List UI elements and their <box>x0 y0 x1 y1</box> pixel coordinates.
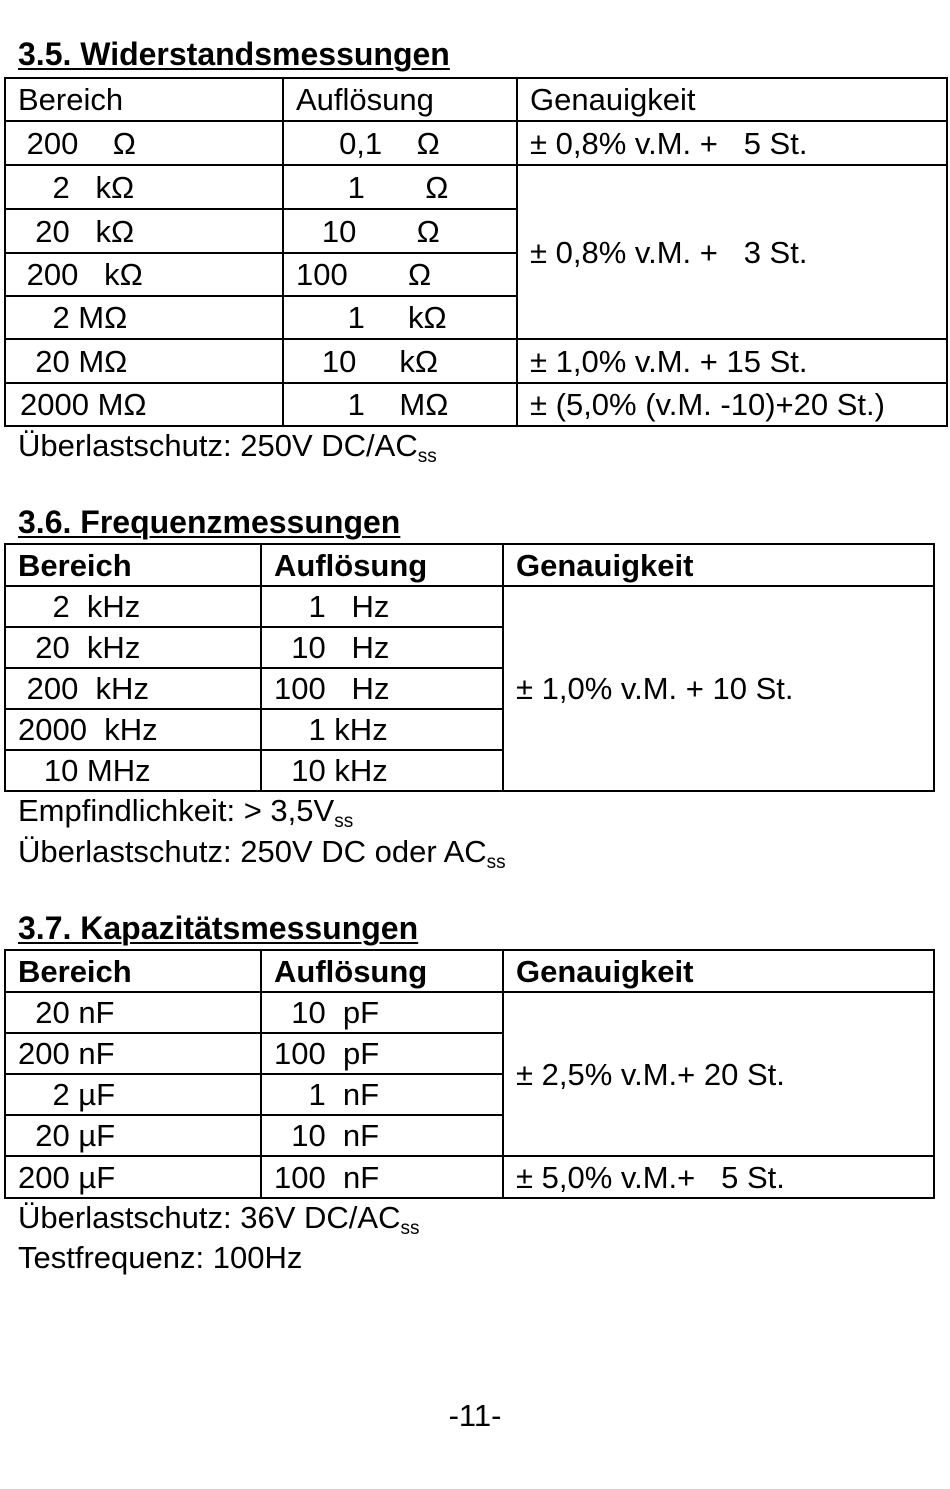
header-accuracy: Genauigkeit <box>503 544 934 586</box>
resolution-cell: 10 Ω <box>283 209 517 253</box>
range-cell: 2 kΩ <box>5 165 283 209</box>
range-cell: 2000 MΩ <box>5 383 283 426</box>
resolution-cell: 1 MΩ <box>283 383 517 426</box>
range-cell: 20 kHz <box>5 627 261 668</box>
test-frequency-note <box>18 1240 302 1276</box>
range-cell: 2 µF <box>5 1074 261 1115</box>
resolution-cell: 1 Ω <box>283 165 517 209</box>
frequency-table <box>4 543 935 792</box>
range-cell: 2 MΩ <box>5 296 283 339</box>
resolution-cell: 10 kHz <box>261 750 503 791</box>
overload-note <box>18 1200 420 1239</box>
table-header-row <box>5 78 947 121</box>
accuracy-cell: ± 0,8% v.M. + 5 St. <box>517 121 947 165</box>
overload-note <box>18 834 506 873</box>
range-cell: 200 kΩ <box>5 253 283 296</box>
resolution-cell: 10 nF <box>261 1115 503 1156</box>
range-cell: 20 kΩ <box>5 209 283 253</box>
range-cell: 200 Ω <box>5 121 283 165</box>
resolution-cell: 100 Hz <box>261 668 503 709</box>
note-text: Überlastschutz: 250V DC/AC <box>18 428 418 463</box>
table-row <box>5 383 947 426</box>
header-accuracy: Genauigkeit <box>517 78 947 121</box>
table-row <box>5 165 947 209</box>
resolution-cell: 1 kHz <box>261 709 503 750</box>
range-cell: 10 MHz <box>5 750 261 791</box>
note-text: Überlastschutz: 250V DC oder AC <box>18 834 487 869</box>
page-number: -11- <box>448 1398 502 1433</box>
table-row <box>5 586 934 627</box>
range-cell: 20 nF <box>5 992 261 1033</box>
resolution-cell: 1 kΩ <box>283 296 517 339</box>
accuracy-cell: ± 1,0% v.M. + 15 St. <box>517 339 947 383</box>
resolution-cell: 100 Ω <box>283 253 517 296</box>
range-cell: 200 µF <box>5 1156 261 1198</box>
accuracy-cell: ± 0,8% v.M. + 3 St. <box>517 165 947 339</box>
note-text: Testfrequenz: 100Hz <box>18 1240 303 1275</box>
range-cell: 200 nF <box>5 1033 261 1074</box>
overload-note <box>18 428 437 467</box>
note-subscript: ss <box>400 1218 420 1239</box>
section-title-resistance: 3.5. Widerstandsmessungen <box>18 36 450 72</box>
header-accuracy: Genauigkeit <box>503 950 934 992</box>
range-cell: 20 µF <box>5 1115 261 1156</box>
accuracy-cell: ± 5,0% v.M.+ 5 St. <box>503 1156 934 1198</box>
range-cell: 2000 kHz <box>5 709 261 750</box>
table-row <box>5 992 934 1033</box>
accuracy-cell: ± 1,0% v.M. + 10 St. <box>503 586 934 791</box>
section-title-frequency: 3.6. Frequenzmessungen <box>18 504 401 540</box>
header-resolution: Auflösung <box>261 950 503 992</box>
note-subscript: ss <box>486 852 506 873</box>
table-row <box>5 339 947 383</box>
note-text: Überlastschutz: 36V DC/AC <box>18 1200 401 1235</box>
accuracy-cell: ± 2,5% v.M.+ 20 St. <box>503 992 934 1156</box>
note-subscript: ss <box>417 446 437 467</box>
capacitance-table <box>4 949 935 1199</box>
resolution-cell: 100 pF <box>261 1033 503 1074</box>
header-resolution: Auflösung <box>283 78 517 121</box>
table-row <box>5 121 947 165</box>
table-header-row <box>5 544 934 586</box>
resolution-cell: 0,1 Ω <box>283 121 517 165</box>
header-range: Bereich <box>5 950 261 992</box>
range-cell: 200 kHz <box>5 668 261 709</box>
sensitivity-note <box>18 793 354 832</box>
resolution-cell: 1 nF <box>261 1074 503 1115</box>
accuracy-cell: ± (5,0% (v.M. -10)+20 St.) <box>517 383 947 426</box>
resistance-table <box>4 77 948 427</box>
resolution-cell: 10 kΩ <box>283 339 517 383</box>
resolution-cell: 10 Hz <box>261 627 503 668</box>
range-cell: 2 kHz <box>5 586 261 627</box>
resolution-cell: 1 Hz <box>261 586 503 627</box>
range-cell: 20 MΩ <box>5 339 283 383</box>
header-range: Bereich <box>5 78 283 121</box>
table-header-row <box>5 950 934 992</box>
table-row <box>5 1156 934 1198</box>
note-subscript: ss <box>334 811 354 832</box>
header-range: Bereich <box>5 544 261 586</box>
resolution-cell: 100 nF <box>261 1156 503 1198</box>
resolution-cell: 10 pF <box>261 992 503 1033</box>
header-resolution: Auflösung <box>261 544 503 586</box>
section-title-capacitance: 3.7. Kapazitätsmessungen <box>18 910 419 946</box>
note-text: Empfindlichkeit: > 3,5V <box>18 793 335 828</box>
